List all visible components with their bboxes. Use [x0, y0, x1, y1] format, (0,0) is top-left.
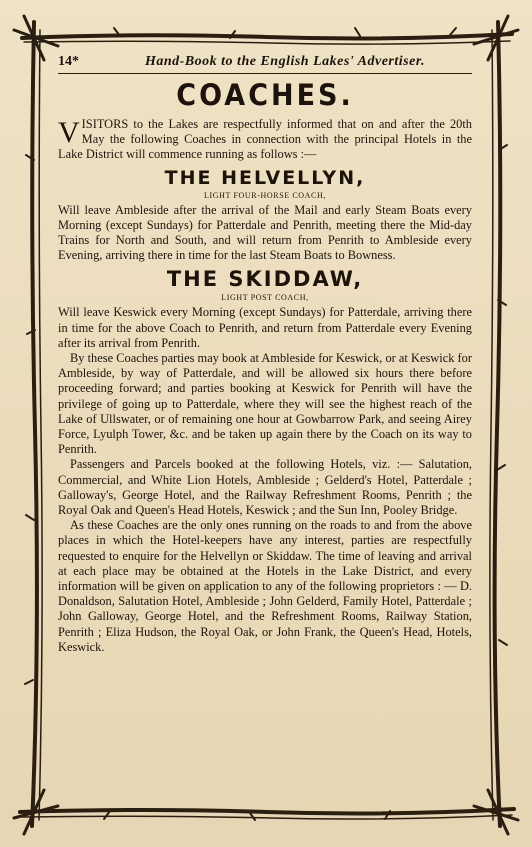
coach-skiddaw-subtitle: LIGHT POST COACH, — [221, 293, 309, 303]
page-number: 14* — [58, 54, 79, 69]
page-header — [58, 54, 472, 74]
booking-paragraph: By these Coaches parties may book at Ambleside for Keswick, or at Keswick for Ambleside, by way of Patterdale, and will be allowed six hours there before proceeding forward; and parties booking at Keswick for Penrith will have the privilege of going up to Patterdale, where they will see the highest reach of the Lake of Ullswater, or of remaining one hour at Gowbarrow Park, and seeing Airey Force, Lyulph Tower, &c. and be taken up again there by the Coach on its way to Penrith. — [58, 351, 472, 457]
coach-helvellyn-subtitle: LIGHT FOUR-HORSE COACH, — [204, 190, 326, 200]
running-head: Hand-Book to the English Lakes' Advertiser. — [144, 54, 425, 69]
intro-text: ISITORS to the Lakes are respectfully informed that on and after the 20th May the following Coaches in connection with the principal Hotels in the Lake District will commence running as follows :— — [58, 117, 472, 162]
coach-helvellyn-name: THE HELVELLYN, — [164, 166, 366, 189]
proprietors-paragraph: As these Coaches are the only ones running on the roads to and from the above places in which the Hotel-keepers have any interest, parties are respectfully requested to enquire for the Helvellyn or Skiddaw. The time of leaving and arrival at each place may be obtained at the Hotels in the Lake District, and every information will be given on application to any of the following proprietors : — D. Donaldson, Salutation Hotel, Ambleside ; John Gelderd, Family Hotel, Patterdale ; John Galloway, George Hotel, and the Refreshment Rooms, Railway Station, Penrith ; Eliza Hudson, the Royal Oak, or John Frank, the Queen's Head, Hotels, Keswick. — [58, 518, 472, 654]
page-title: COACHES. — [176, 78, 354, 113]
parcels-paragraph: Passengers and Parcels booked at the following Hotels, viz. :— Salutation, Commercial, and White Lion Hotels, Ambleside ; Gelderd's Hotel, Patterdale ; Galloway's, George Hotel, and the Railway Refreshment Rooms, Penrith ; the Royal Oak and Queen's Head Hotels, Keswick ; and the Sun Inn, Pooley Bridge. — [58, 457, 472, 518]
drop-cap: V — [58, 116, 80, 149]
advertisement-body — [58, 54, 472, 799]
coach-helvellyn-text: Will leave Ambleside after the arrival of the Mail and early Steam Boats every Morning (except Sundays) for Patterdale and Penrith, meeting there the Mid-day Trains for North and South, and will return from Penrith to Ambleside every Evening, arriving there in time for the last Steam Boats to Bowness. — [58, 202, 472, 263]
coach-skiddaw-name: THE SKIDDAW, — [166, 267, 364, 292]
intro-paragraph — [58, 117, 472, 163]
coach-skiddaw-text: Will leave Keswick every Morning (except Sundays) for Patterdale, arriving there in time for the above Coach to Penrith, and return from Patterdale every Evening after its arrival from Penrith. — [58, 305, 472, 350]
